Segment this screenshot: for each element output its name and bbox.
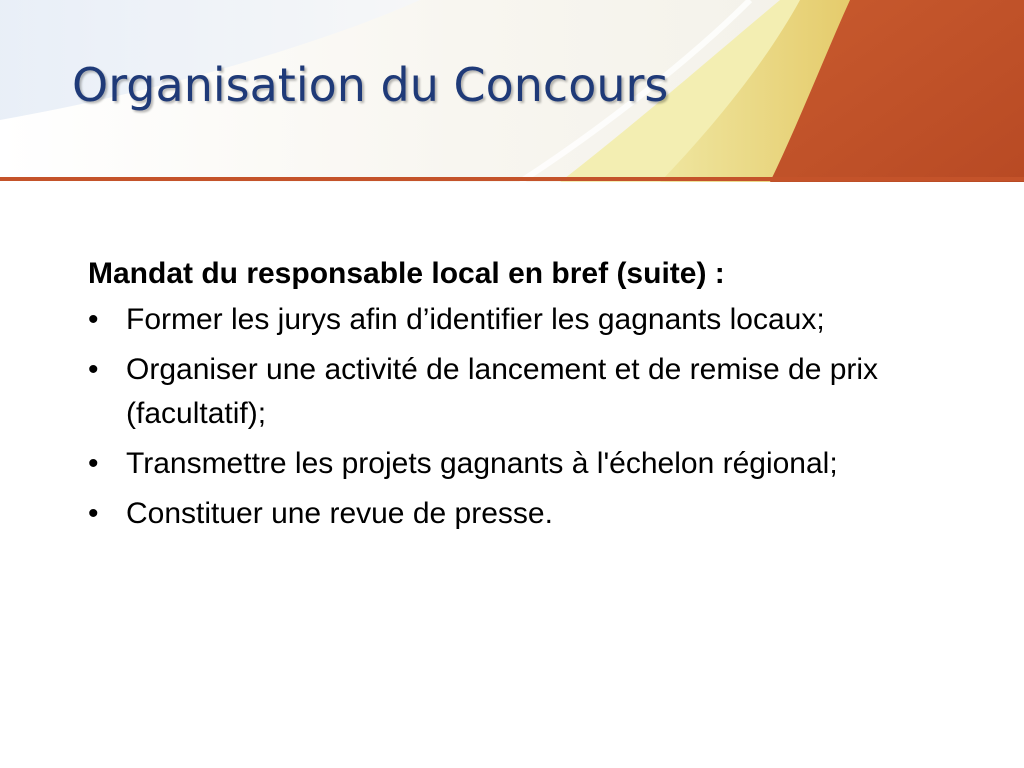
bullet-icon: • (88, 497, 99, 530)
list-item (88, 298, 936, 342)
bullet-text: Organiser une activité de lancement et de remise de prix (facultatif); (126, 353, 879, 430)
slide-body (88, 256, 968, 542)
bullet-text: Constituer une revue de presse. (126, 497, 553, 530)
bullet-text: Former les jurys afin d’identifier les gagnants locaux; (126, 303, 825, 336)
bullet-icon: • (88, 353, 99, 386)
bullet-text: Transmettre les projets gagnants à l'échelon régional; (126, 447, 838, 480)
list-item (88, 348, 936, 436)
bullet-icon: • (88, 447, 99, 480)
bullet-list (88, 298, 968, 536)
intro-heading: Mandat du responsable local en bref (suite) : (88, 257, 725, 290)
slide-title: Organisation du Concours (72, 58, 669, 112)
list-item (88, 492, 936, 536)
list-item (88, 442, 936, 486)
bullet-icon: • (88, 303, 99, 336)
